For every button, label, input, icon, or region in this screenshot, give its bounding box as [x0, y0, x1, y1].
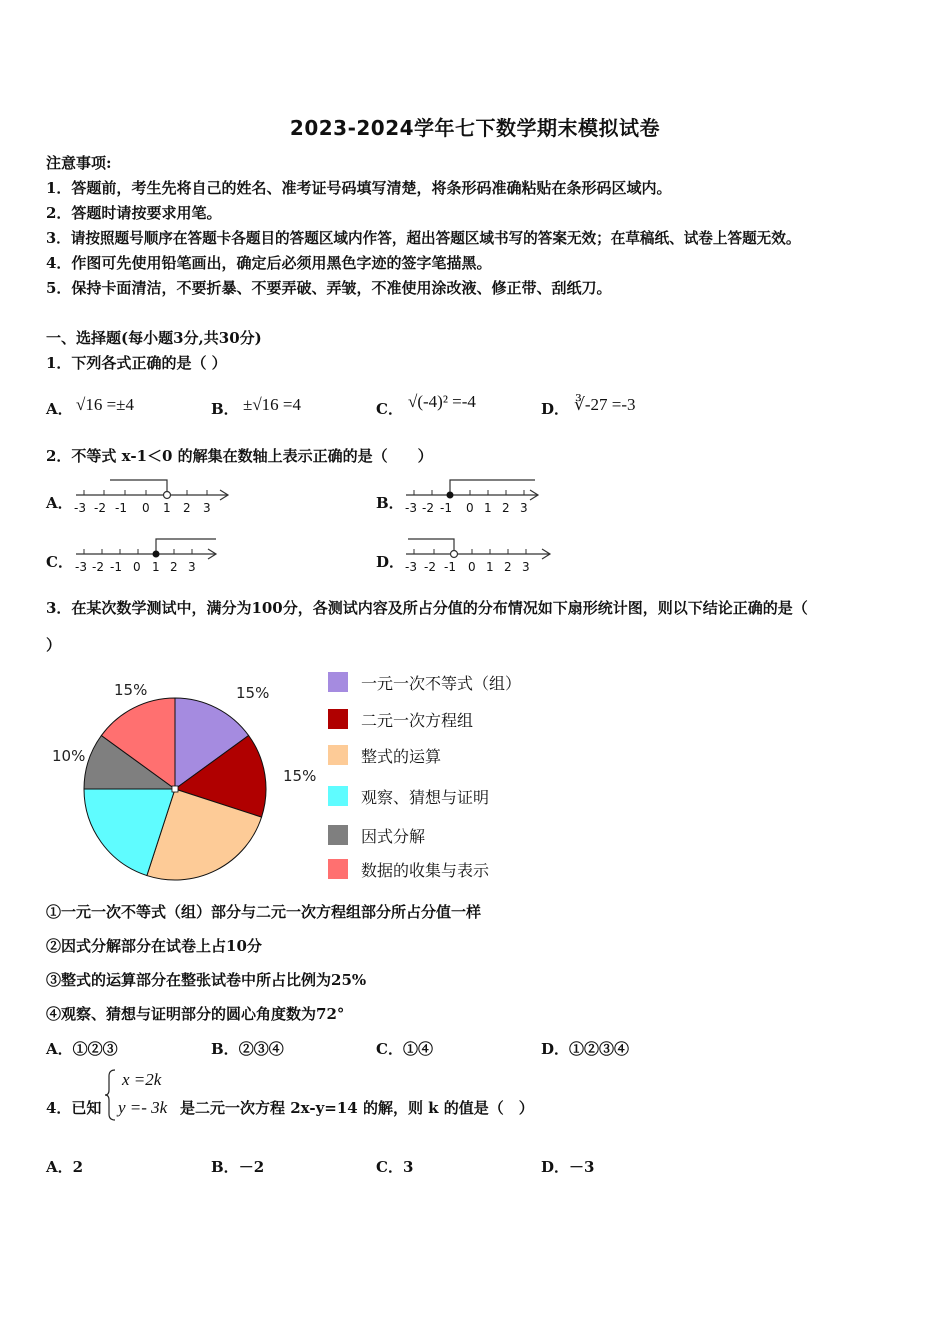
q3-stem: 3．在某次数学测试中，满分为100分，各测试内容及所占分值的分布情况如下扇形统计图，则以下结论正确的是（ — [46, 599, 808, 617]
legend-swatch — [328, 786, 348, 806]
q4-stem-prefix: 4．已知 — [46, 1099, 102, 1117]
pie-chart — [30, 665, 320, 895]
tick-label: 1 — [152, 560, 160, 574]
q1-option-a-label: A． — [46, 400, 73, 418]
tick-label: -2 — [94, 501, 106, 515]
pie-center-mark — [172, 786, 178, 792]
tick-label: 1 — [486, 560, 494, 574]
notice-heading: 注意事项: — [46, 154, 112, 172]
q1-option-d-label: D． — [541, 400, 570, 418]
legend-swatch — [328, 745, 348, 765]
pie-data-label: 15% — [283, 767, 317, 785]
tick-label: 2 — [504, 560, 512, 574]
legend-swatch — [328, 709, 348, 729]
q2-number-line-a — [70, 474, 235, 518]
section-heading: 一、选择题(每小题3分,共30分) — [46, 329, 262, 347]
q2-number-line-d — [400, 533, 560, 577]
notice-item: 1．答题前，考生先将自己的姓名、准考证号码填写清楚，将条形码准确粘贴在条形码区域内。 — [46, 179, 672, 197]
q4-option-b: B．－2 — [211, 1158, 265, 1176]
tick-label: -3 — [405, 501, 417, 515]
q3-statement-3: ③整式的运算部分在整张试卷中所占比例为25% — [46, 971, 367, 989]
q2-option-a-label: A． — [46, 494, 73, 512]
tick-label: 1 — [163, 501, 171, 515]
tick-label: 2 — [502, 501, 510, 515]
q3-option-c: C．①④ — [376, 1040, 433, 1058]
pie-data-label: 15% — [236, 684, 270, 702]
legend-label: 整式的运算 — [361, 747, 442, 766]
q3-option-b: B．②③④ — [211, 1040, 284, 1058]
q3-statement-1: ①一元一次不等式（组）部分与二元一次方程组部分所占分值一样 — [46, 903, 482, 921]
q1-stem: 1．下列各式正确的是（ ） — [46, 354, 227, 372]
tick-label: -3 — [75, 560, 87, 574]
legend-swatch — [328, 859, 348, 879]
q3-stem-end: ） — [46, 636, 62, 654]
q2-option-d-label: D． — [376, 553, 405, 571]
brace-icon — [104, 1068, 118, 1122]
q2-stem: 2．不等式 x-1＜0 的解集在数轴上表示正确的是（ ） — [46, 447, 433, 465]
q4-stem-suffix: 是二元一次方程 2x-y=14 的解，则 k 的值是（ ） — [180, 1099, 534, 1117]
q4-option-a: A．2 — [46, 1158, 84, 1176]
tick-label: -3 — [405, 560, 417, 574]
tick-label: -1 — [115, 501, 127, 515]
tick-label: -2 — [422, 501, 434, 515]
tick-label: -1 — [444, 560, 456, 574]
legend-label: 数据的收集与表示 — [361, 861, 490, 880]
page-title: 2023-2024学年七下数学期末模拟试卷 — [289, 116, 661, 140]
q2-number-line-b — [400, 474, 570, 518]
q4-option-d: D．－3 — [541, 1158, 595, 1176]
q2-number-line-c — [70, 533, 230, 577]
tick-label: -1 — [440, 501, 452, 515]
notice-item: 2．答题时请按要求用笔。 — [46, 204, 222, 222]
q1-option-b-label: B． — [211, 400, 239, 418]
legend-swatch — [328, 672, 348, 692]
q1-option-a-expr: √16 =±4 — [76, 395, 134, 414]
legend-label: 因式分解 — [361, 827, 426, 846]
tick-label: 3 — [520, 501, 528, 515]
tick-label: -1 — [110, 560, 122, 574]
q1-option-b-expr: ±√16 =4 — [243, 395, 301, 414]
tick-label: -2 — [92, 560, 104, 574]
notice-item: 3．请按照题号顺序在答题卡各题目的答题区域内作答，超出答题区域书写的答案无效；在草稿纸、试卷上答题无效。 — [46, 230, 801, 247]
legend-label: 一元一次不等式（组） — [361, 674, 522, 693]
legend-label: 二元一次方程组 — [361, 711, 474, 730]
tick-label: 0 — [466, 501, 474, 515]
notice-item: 4．作图可先使用铅笔画出，确定后必须用黑色字迹的签字笔描黑。 — [46, 254, 492, 272]
tick-label: 2 — [183, 501, 191, 515]
tick-label: 3 — [188, 560, 196, 574]
q1-option-c-label: C． — [376, 400, 403, 418]
tick-label: 2 — [170, 560, 178, 574]
tick-label: -3 — [74, 501, 86, 515]
tick-label: 3 — [522, 560, 530, 574]
q4-equation-1: x =2k — [122, 1070, 162, 1089]
q3-option-d: D．①②③④ — [541, 1040, 630, 1058]
q4-option-c: C．3 — [376, 1158, 414, 1176]
q4-equation-2: y =- 3k — [118, 1098, 168, 1117]
tick-label: 0 — [468, 560, 476, 574]
legend-label: 观察、猜想与证明 — [361, 788, 490, 807]
q1-option-d-expr: ∛-27 =-3 — [574, 395, 636, 414]
pie-data-label: 15% — [114, 681, 148, 699]
q2-option-c-label: C． — [46, 553, 73, 571]
q3-option-a: A．①②③ — [46, 1040, 118, 1058]
q2-option-b-label: B． — [376, 494, 404, 512]
tick-label: 1 — [484, 501, 492, 515]
q3-statement-4: ④观察、猜想与证明部分的圆心角度数为72° — [46, 1005, 345, 1023]
tick-label: 0 — [142, 501, 150, 515]
q3-statement-2: ②因式分解部分在试卷上占10分 — [46, 937, 262, 955]
tick-label: 0 — [133, 560, 141, 574]
tick-label: -2 — [424, 560, 436, 574]
q1-option-c-expr: √(-4)² =-4 — [408, 392, 476, 411]
notice-item: 5．保持卡面清洁，不要折暴、不要弄破、弄皱，不准使用涂改液、修正带、刮纸刀。 — [46, 279, 612, 297]
pie-data-label: 10% — [52, 747, 86, 765]
legend-swatch — [328, 825, 348, 845]
tick-label: 3 — [203, 501, 211, 515]
